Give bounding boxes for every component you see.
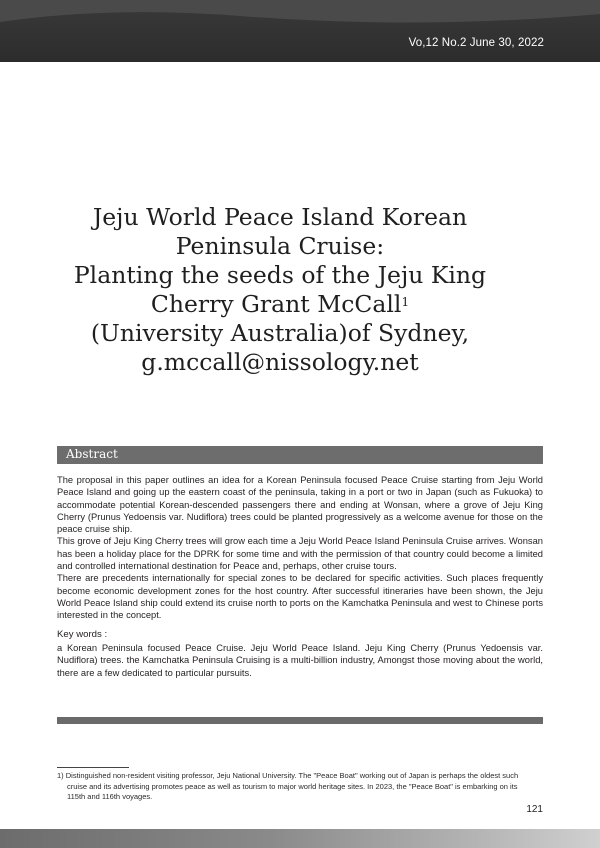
abstract-body — [57, 474, 543, 622]
footer-band — [0, 829, 600, 848]
footnote-marker[interactable]: 1 — [401, 295, 410, 309]
abstract-heading: Abstract — [66, 447, 118, 461]
title-line: (University Australia)of Sydney, — [90, 319, 470, 347]
abstract-heading-bar — [57, 446, 543, 464]
header-band — [0, 0, 600, 62]
keywords-heading: Key words : — [57, 629, 108, 640]
section-divider — [57, 717, 543, 724]
keywords-text: a Korean Peninsula focused Peace Cruise. Jeju World Peace Island. Jeju King Cherry (Prunus Yedoensis var. Nudiflora) trees. the Kamchatka Peninsula Cruising is a multi-billion industry, Amongst those moving about the world, there are a few dedicated to particular pursuits. — [57, 643, 543, 678]
title-line — [50, 290, 510, 319]
page-number: 121 — [526, 804, 543, 815]
abstract-paragraph: The proposal in this paper outlines an idea for a Korean Peninsula focused Peace Cruise starting from Jeju World Peace Island and going up the eastern coast of the peninsula, taking in a port or two in Japan (such as Fukuoka) to accommodate potential Korean-descended passengers there and ending at Wonsan, where a grove of Jeju King Cherry (Prunus Yedoensis var. Nudiflora) trees could be planted progressively as a welcome avenue for those on the peace cruise ship. — [57, 475, 543, 535]
paper-title — [50, 203, 510, 377]
author-name: Cherry Grant McCall — [150, 290, 402, 318]
title-line: Jeju World Peace Island Korean — [92, 203, 468, 231]
footnote-separator — [57, 767, 129, 768]
abstract-paragraph: There are precedents internationally for special zones to be declared for specific activities. Such places frequently become economic development zones for the host country. After successful itineraries have been shown, the Jeju World Peace Island ship could extend its cruise north to ports on the Kamchatka Peninsula and west to Chinese ports interested in the concept. — [57, 573, 543, 621]
title-line: Planting the seeds of the Jeju King — [73, 261, 487, 289]
title-line: Peninsula Cruise: — [175, 232, 385, 260]
issue-info: Vo,12 No.2 June 30, 2022 — [408, 37, 544, 49]
footnote: 1) Distinguished non-resident visiting professor, Jeju National University. The "Peace Boat" working out of Japan is perhaps the oldest such cruise and its advertising promotes peace as well as tourism to major world heritage sites. In 2023, the "Peace Boat" is embarking on its 115th and 116th voyages. — [57, 771, 519, 801]
header-curve-decoration — [0, 0, 600, 62]
author-email[interactable]: g.mccall@nissology.net — [141, 348, 419, 376]
abstract-paragraph: This grove of Jeju King Cherry trees will grow each time a Jeju World Peace Island Peninsula Cruise arrives. Wonsan has been a holiday place for the DPRK for some time and with the permission of that country could become a limited and controlled international destination for Peace and, perhaps, other cruise tours. — [57, 536, 543, 572]
